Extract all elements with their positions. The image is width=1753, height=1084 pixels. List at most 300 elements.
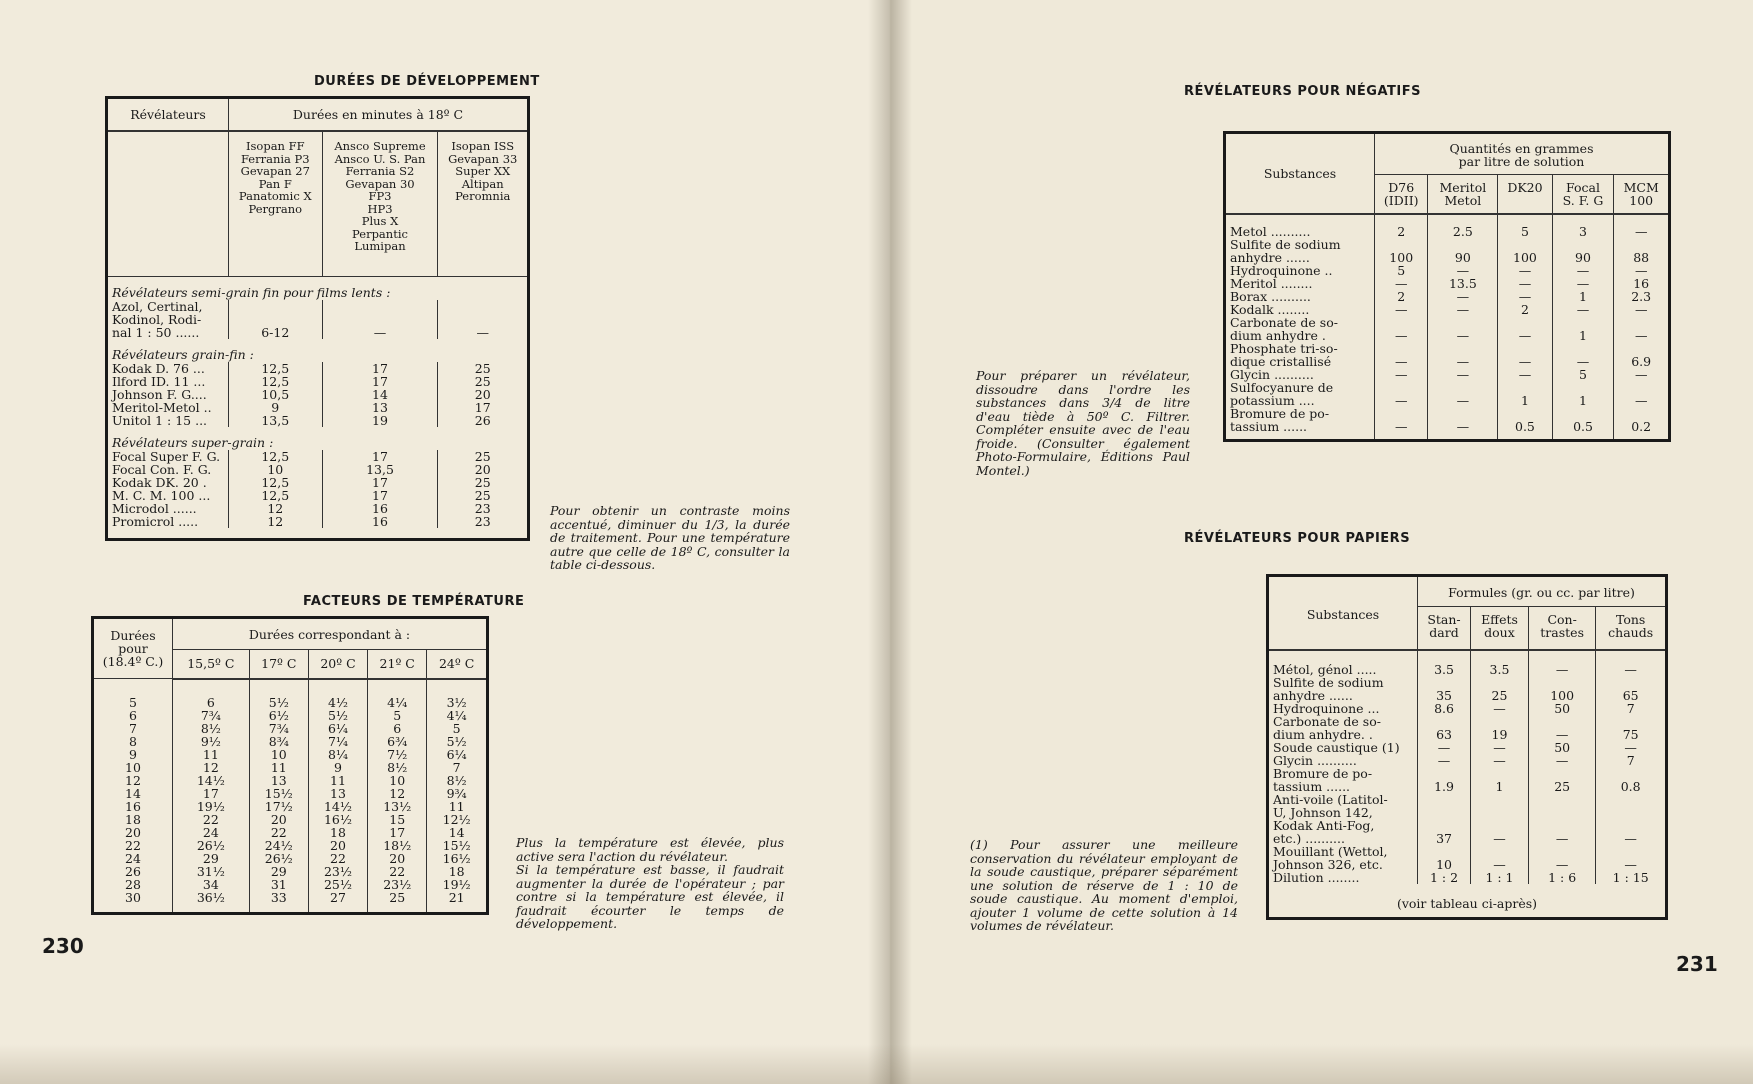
table-row — [93, 839, 488, 852]
temp-row-value: 9 — [308, 761, 367, 774]
temp-row-value: 8¾ — [249, 735, 308, 748]
table-row — [1225, 238, 1670, 264]
table-row — [1268, 793, 1667, 845]
neg-row-value: — — [1634, 224, 1648, 239]
temp-row-value: 7¾ — [173, 709, 250, 722]
temp-row-value: 20 — [368, 852, 427, 865]
temp-row-value: 13 — [308, 787, 367, 800]
temp-row-value: 12 — [368, 787, 427, 800]
pap-row-value: 1 : 2 — [1418, 871, 1471, 884]
temp-row-value: 29 — [249, 865, 308, 878]
neg-row-value: — — [1498, 316, 1552, 342]
dev-row-value: 17 — [322, 450, 438, 463]
dev-title: DURÉES DE DÉVELOPPEMENT — [314, 74, 540, 89]
dev-row-value: 25 — [474, 449, 491, 464]
neg-row-value: 90 — [1428, 238, 1498, 264]
pap-row-value: — — [1418, 741, 1471, 754]
dev-row-name: Promicrol ..... — [107, 515, 229, 528]
temp-row-value: 9½ — [173, 735, 250, 748]
temp-row-value: 19½ — [173, 800, 250, 813]
table-row — [107, 300, 529, 339]
pap-row-value: 1 : 6 — [1528, 871, 1595, 884]
pap-row-value: 63 — [1418, 715, 1471, 741]
table-row — [93, 891, 488, 904]
neg-row-value: — — [1552, 303, 1614, 316]
temp-row-duration: 30 — [93, 891, 173, 904]
neg-row-value: — — [1552, 277, 1614, 290]
pap-row-value: — — [1471, 741, 1529, 754]
neg-row-value: — — [1498, 342, 1552, 368]
dev-section-label: Révélateurs super-grain : — [112, 435, 274, 450]
dev-row-value: 10 — [229, 463, 323, 476]
dev-row-name: Kodak D. 76 ... — [107, 362, 229, 375]
neg-row-value: — — [1498, 264, 1552, 277]
temp-row-value: 13½ — [368, 800, 427, 813]
temp-row-value: 8½ — [173, 722, 250, 735]
neg-row-value: 1 — [1552, 381, 1614, 407]
neg-row-value: 2 — [1375, 225, 1428, 238]
neg-table — [1223, 131, 1671, 442]
neg-row-name: Sulfocyanure de potassium .... — [1225, 381, 1375, 407]
dev-row-value: 9 — [229, 401, 323, 414]
page-shadow — [0, 1044, 1753, 1084]
temp-row-value: 21 — [448, 889, 465, 905]
pap-row-name: Soude caustique (1) — [1268, 741, 1418, 754]
neg-row-value: — — [1375, 381, 1428, 407]
pap-row-value: — — [1528, 715, 1595, 741]
dev-row-name: Johnson F. G.... — [107, 388, 229, 401]
temp-row-value: 18 — [448, 863, 465, 879]
table-row — [93, 852, 488, 865]
dev-row-name: Kodak DK. 20 . — [107, 476, 229, 489]
dev-row-value: 13,5 — [322, 463, 438, 476]
neg-row-name: Meritol ........ — [1225, 277, 1375, 290]
temp-row-value: 25 — [368, 891, 427, 904]
pap-row-value: — — [1624, 857, 1637, 872]
temp-row-value: 7¼ — [308, 735, 367, 748]
dev-row-value: — — [476, 325, 489, 340]
pap-row-value: 3.5 — [1418, 663, 1471, 676]
temp-row-value: 10 — [368, 774, 427, 787]
neg-row-value: — — [1428, 316, 1498, 342]
temp-row-value: 16½ — [442, 850, 471, 866]
pap-group-header: Formules (gr. ou cc. par litre) — [1418, 576, 1667, 607]
temp-row-value: 36½ — [173, 891, 250, 904]
neg-row-name: Bromure de po- tassium ...... — [1225, 407, 1375, 433]
pap-note: (1) Pour assurer une meilleure conservation du révélateur employant de la soude caustique, préparer séparément une solution de réserve de 1 : 10 de soude caustique. Au moment d'emploi, ajouter 1 volume de cette solution à 14 volumes de révélateur. — [970, 837, 1238, 933]
dev-row-name: Ilford ID. 11 ... — [107, 375, 229, 388]
temp-row-value: 27 — [308, 891, 367, 904]
neg-row-value: — — [1375, 277, 1428, 290]
temp-table — [91, 616, 489, 915]
temp-row-value: 5 — [452, 720, 461, 736]
neg-row-value: — — [1375, 407, 1428, 433]
pap-row-value: 0.8 — [1620, 779, 1641, 794]
pap-row-value: 1 — [1471, 767, 1529, 793]
neg-formula-header: D76 (IDII) — [1375, 175, 1428, 215]
dev-row-value: — — [322, 300, 438, 339]
temp-row-value: 14 — [448, 824, 465, 840]
table-row — [93, 774, 488, 787]
dev-row-value: 12 — [229, 515, 323, 528]
table-spacer — [93, 679, 488, 696]
dev-row-value: 12 — [229, 502, 323, 515]
neg-row-value: — — [1375, 342, 1428, 368]
neg-row-name: Glycin .......... — [1225, 368, 1375, 381]
book-gutter — [868, 0, 912, 1084]
pap-col1-header: Substances — [1268, 576, 1418, 651]
table-row — [93, 696, 488, 709]
pap-row-value: 10 — [1418, 845, 1471, 871]
dev-col2-header: Durées en minutes à 18º C — [229, 98, 529, 132]
temp-row-value: 24½ — [249, 839, 308, 852]
pap-row-value: 35 — [1418, 676, 1471, 702]
temp-row-value: 22 — [173, 813, 250, 826]
dev-row-value: 12,5 — [229, 375, 323, 388]
table-spacer — [93, 904, 488, 914]
dev-section-row — [107, 427, 529, 450]
neg-row-value: — — [1634, 263, 1648, 278]
table-row — [93, 748, 488, 761]
neg-row-value: 88 — [1633, 250, 1650, 265]
table-row — [93, 761, 488, 774]
dev-row-value: 17 — [322, 476, 438, 489]
temp-row-value: 33 — [249, 891, 308, 904]
neg-row-name: Phosphate tri-so- dique cristallisé — [1225, 342, 1375, 368]
temp-row-value: 15 — [368, 813, 427, 826]
temp-col-header: 21º C — [368, 649, 427, 678]
pap-table-footer: (voir tableau ci-après) — [1396, 896, 1538, 911]
temp-group-header: Durées correspondant à : — [173, 618, 488, 650]
temp-row-value: 4¼ — [446, 707, 467, 723]
dev-row-name: Meritol-Metol .. — [107, 401, 229, 414]
dev-row-value: 26 — [474, 413, 491, 428]
dev-row-value: 25 — [474, 488, 491, 503]
neg-row-value: — — [1375, 303, 1428, 316]
temp-row-duration: 8 — [93, 735, 173, 748]
temp-row-value: 11 — [308, 774, 367, 787]
temp-row-value: 19½ — [442, 876, 471, 892]
temp-row-value: 25½ — [308, 878, 367, 891]
temp-row-value: 5½ — [308, 709, 367, 722]
temp-row-duration: 18 — [93, 813, 173, 826]
dev-row-value: 16 — [322, 502, 438, 515]
neg-row-name: Sulfite de sodium anhydre ...... — [1225, 238, 1375, 264]
temp-row-value: 15½ — [442, 837, 471, 853]
temp-row-value: 7½ — [368, 748, 427, 761]
neg-row-value: — — [1428, 368, 1498, 381]
neg-row-value: 100 — [1498, 238, 1552, 264]
temp-row-value: 17 — [173, 787, 250, 800]
table-row — [93, 878, 488, 891]
temp-row-value: 17 — [368, 826, 427, 839]
dev-row-value: 25 — [474, 361, 491, 376]
temp-row-value: 26½ — [173, 839, 250, 852]
dev-section-label: Révélateurs semi-grain fin pour films lents : — [112, 285, 391, 300]
neg-group-header: Quantités en grammes par litre de solution — [1375, 133, 1670, 175]
table-row — [1268, 845, 1667, 871]
temp-row-value: 22 — [249, 826, 308, 839]
pap-row-value: — — [1528, 845, 1595, 871]
neg-title: RÉVÉLATEURS POUR NÉGATIFS — [1184, 84, 1421, 99]
table-row — [1268, 767, 1667, 793]
neg-row-value: 5 — [1552, 368, 1614, 381]
temp-row-value: 11 — [173, 748, 250, 761]
dev-row-value: 19 — [322, 414, 438, 427]
neg-row-value: — — [1428, 290, 1498, 303]
neg-row-value: — — [1634, 367, 1648, 382]
neg-row-value: — — [1552, 342, 1614, 368]
dev-row-name: Azol, Certinal, Kodinol, Rodi- nal 1 : 50 ...... — [107, 300, 229, 339]
neg-row-value: 100 — [1375, 238, 1428, 264]
dev-row-value: 20 — [474, 462, 491, 477]
pap-row-name: Métol, génol ..... — [1268, 663, 1418, 676]
temp-row-value: 20 — [249, 813, 308, 826]
dev-film-group: Isopan ISS Gevapan 33 Super XX Altipan Peromnia — [438, 131, 529, 277]
temp-row-duration: 28 — [93, 878, 173, 891]
temp-row-duration: 24 — [93, 852, 173, 865]
dev-row-value: 12,5 — [229, 489, 323, 502]
temp-row-duration: 20 — [93, 826, 173, 839]
page-number-left: 230 — [42, 934, 84, 958]
dev-section-label: Révélateurs grain-fin : — [112, 347, 254, 362]
temp-row-value: 22 — [368, 865, 427, 878]
table-row — [1268, 871, 1667, 884]
temp-row-value: 7¾ — [249, 722, 308, 735]
temp-row-duration: 16 — [93, 800, 173, 813]
temp-row-duration: 12 — [93, 774, 173, 787]
neg-row-name: Carbonate de so- dium anhydre . — [1225, 316, 1375, 342]
neg-row-value: — — [1428, 303, 1498, 316]
table-row — [1268, 676, 1667, 702]
neg-row-value: 2 — [1498, 303, 1552, 316]
pap-row-value: — — [1471, 845, 1529, 871]
temp-row-value: 4½ — [308, 696, 367, 709]
temp-row-duration: 22 — [93, 839, 173, 852]
temp-row-value: 12 — [173, 761, 250, 774]
dev-row-value: 25 — [474, 475, 491, 490]
temp-row-value: 22 — [308, 852, 367, 865]
temp-row-duration: 5 — [93, 696, 173, 709]
temp-row-value: 8½ — [368, 761, 427, 774]
pap-row-value: 25 — [1471, 676, 1529, 702]
neg-row-value: 0.2 — [1631, 419, 1652, 434]
neg-row-value: 90 — [1552, 238, 1614, 264]
pap-row-name: Mouillant (Wettol, Johnson 326, etc. — [1268, 845, 1418, 871]
pap-row-value: 65 — [1622, 688, 1639, 703]
pap-table — [1266, 574, 1668, 920]
neg-row-value: — — [1498, 277, 1552, 290]
temp-row-value: 17½ — [249, 800, 308, 813]
temp-row-value: 14½ — [308, 800, 367, 813]
dev-row-value: 17 — [474, 400, 491, 415]
pap-formula-header: Con- trastes — [1528, 607, 1595, 651]
temp-row-value: 10 — [249, 748, 308, 761]
neg-row-value: 1 — [1552, 290, 1614, 303]
dev-row-value: 13,5 — [229, 414, 323, 427]
temp-row-value: 6¼ — [446, 746, 467, 762]
table-row — [1225, 407, 1670, 433]
dev-film-group: Ansco Supreme Ansco U. S. Pan Ferrania S2 Gevapan 30 FP3 HP3 Plus X Perpantic Lumipan — [322, 131, 438, 277]
table-row — [107, 414, 529, 427]
temp-row-value: 13 — [249, 774, 308, 787]
table-row — [1225, 342, 1670, 368]
temp-row-value: 20 — [308, 839, 367, 852]
pap-row-value: — — [1528, 663, 1595, 676]
dev-row-name: Unitol 1 : 15 ... — [107, 414, 229, 427]
temp-row-value: 5½ — [249, 696, 308, 709]
dev-row-value: 23 — [474, 514, 491, 529]
temp-row-value: 12½ — [442, 811, 471, 827]
pap-row-value: 7 — [1626, 701, 1635, 716]
neg-row-value: 16 — [1633, 276, 1650, 291]
pap-row-value: 50 — [1528, 702, 1595, 715]
pap-row-value: — — [1624, 662, 1637, 677]
pap-row-value: 1 : 15 — [1612, 870, 1649, 885]
pap-row-value: 19 — [1471, 715, 1529, 741]
temp-col-header: 17º C — [249, 649, 308, 678]
neg-row-value: 2.3 — [1631, 289, 1652, 304]
dev-row-value: 12,5 — [229, 450, 323, 463]
dev-row-value: 10,5 — [229, 388, 323, 401]
temp-row-value: 6¼ — [308, 722, 367, 735]
temp-row-value: 3½ — [446, 694, 467, 710]
table-row — [93, 865, 488, 878]
dev-row-name: Focal Con. F. G. — [107, 463, 229, 476]
temp-row-value: 14½ — [173, 774, 250, 787]
pap-formula-header: Effets doux — [1471, 607, 1529, 651]
dev-row-name: Focal Super F. G. — [107, 450, 229, 463]
temp-row-value: 31½ — [173, 865, 250, 878]
temp-row-value: 9¾ — [446, 785, 467, 801]
table-row — [1225, 381, 1670, 407]
dev-row-value: 16 — [322, 515, 438, 528]
temp-row-value: 34 — [173, 878, 250, 891]
table-row — [93, 709, 488, 722]
table-row — [1225, 316, 1670, 342]
temp-note: Plus la température est élevée, plus active sera l'action du révélateur. Si la température est basse, il faudrait augmenter la durée de l'opérateur ; par contre si la température est élevée, il faudrait écourter le temps de développement. — [516, 835, 784, 931]
pap-row-value: — — [1528, 754, 1595, 767]
neg-row-name: Borax .......... — [1225, 290, 1375, 303]
table-spacer — [107, 528, 529, 540]
temp-row-duration: 10 — [93, 761, 173, 774]
neg-row-name: Metol .......... — [1225, 225, 1375, 238]
pap-row-value: 1.9 — [1418, 767, 1471, 793]
neg-row-value: — — [1634, 393, 1648, 408]
neg-row-name: Kodalk ........ — [1225, 303, 1375, 316]
pap-row-name: Carbonate de so- dium anhydre. . — [1268, 715, 1418, 741]
dev-section-row — [107, 339, 529, 362]
pap-row-value: 3.5 — [1471, 663, 1529, 676]
contrast-note: Pour obtenir un contraste moins accentué, diminuer du 1/3, la durée de traitement. Pour une température autre que celle de 18º C, consulter la table ci-dessous. — [550, 503, 790, 572]
pap-row-value: — — [1624, 740, 1637, 755]
pap-row-name: Anti-voile (Latitol- U, Johnson 142, Kodak Anti-Fog, etc.) .......... — [1268, 793, 1418, 845]
neg-row-value: 13.5 — [1428, 277, 1498, 290]
dev-film-group: Isopan FF Ferrania P3 Gevapan 27 Pan F Panatomic X Pergrano — [229, 131, 323, 277]
dev-row-value: 25 — [474, 374, 491, 389]
dev-row-value: 23 — [474, 501, 491, 516]
pap-row-name: Bromure de po- tassium ...... — [1268, 767, 1418, 793]
pap-row-value: 25 — [1528, 767, 1595, 793]
neg-row-value: — — [1498, 368, 1552, 381]
table-row — [93, 722, 488, 735]
temp-row-value: 8¼ — [308, 748, 367, 761]
pap-row-name: Sulfite de sodium anhydre ...... — [1268, 676, 1418, 702]
pap-row-name: Dilution ........ — [1268, 871, 1418, 884]
pap-formula-header: Stan- dard — [1418, 607, 1471, 651]
temp-row-value: 29 — [173, 852, 250, 865]
dev-row-value: 17 — [322, 362, 438, 375]
dev-col1-header: Révélateurs — [107, 98, 229, 132]
temp-title: FACTEURS DE TEMPÉRATURE — [303, 594, 525, 609]
pap-row-value: — — [1418, 754, 1471, 767]
temp-row-value: 11 — [249, 761, 308, 774]
dev-row-value: 13 — [322, 401, 438, 414]
neg-note: Pour préparer un révélateur, dissoudre dans l'ordre les substances dans 3/4 de litre d'eau tiède à 50º C. Filtrer. Compléter ensuite avec de l'eau froide. (Consulter également Photo-Formulaire, Éditions Paul Montel.) — [976, 368, 1190, 478]
temp-row-value: 6¾ — [368, 735, 427, 748]
pap-row-value: 37 — [1418, 793, 1471, 845]
temp-row-value: 6½ — [249, 709, 308, 722]
pap-row-value: 7 — [1626, 753, 1635, 768]
temp-row-value: 5½ — [446, 733, 467, 749]
dev-row-value: 12,5 — [229, 362, 323, 375]
neg-row-value: — — [1498, 290, 1552, 303]
dev-row-value: 17 — [322, 375, 438, 388]
pap-row-value: 75 — [1622, 727, 1639, 742]
pap-row-value: — — [1471, 793, 1529, 845]
temp-row-value: 24 — [173, 826, 250, 839]
temp-row-value: 4¼ — [368, 696, 427, 709]
dev-row-value: 20 — [474, 387, 491, 402]
pap-row-value: 8.6 — [1418, 702, 1471, 715]
neg-formula-header: MCM 100 — [1614, 175, 1670, 215]
pap-title: RÉVÉLATEURS POUR PAPIERS — [1184, 531, 1411, 546]
temp-row-value: 8½ — [446, 772, 467, 788]
dev-row-name: M. C. M. 100 ... — [107, 489, 229, 502]
temp-row-value: 16½ — [308, 813, 367, 826]
temp-row-value: 7 — [452, 759, 461, 775]
dev-row-name: Microdol ...... — [107, 502, 229, 515]
dev-row-value: 12,5 — [229, 476, 323, 489]
temp-row-value: 18½ — [368, 839, 427, 852]
neg-row-value: 3 — [1552, 225, 1614, 238]
neg-row-value: — — [1634, 328, 1648, 343]
neg-row-value: — — [1428, 264, 1498, 277]
neg-row-value: 5 — [1375, 264, 1428, 277]
neg-formula-header: DK20 — [1498, 175, 1552, 215]
temp-row-duration: 6 — [93, 709, 173, 722]
temp-row-duration: 26 — [93, 865, 173, 878]
neg-row-value: 1 — [1498, 381, 1552, 407]
temp-col-header: 20º C — [308, 649, 367, 678]
temp-row-value: 26½ — [249, 852, 308, 865]
table-footer-row — [1268, 884, 1667, 919]
pap-row-value: 1 : 1 — [1471, 871, 1529, 884]
neg-row-value: 0.5 — [1498, 407, 1552, 433]
dev-film-row — [107, 131, 529, 277]
temp-row-value: 6 — [368, 722, 427, 735]
page-number-right: 231 — [1676, 952, 1718, 976]
pap-row-value: 50 — [1528, 741, 1595, 754]
temp-col-header: 15,5º C — [173, 649, 250, 678]
temp-row-value: 23½ — [368, 878, 427, 891]
dev-row-value: 17 — [322, 489, 438, 502]
neg-formula-header: Focal S. F. G — [1552, 175, 1614, 215]
dev-section-row — [107, 277, 529, 301]
temp-row-value: 15½ — [249, 787, 308, 800]
table-row — [93, 787, 488, 800]
neg-col1-header: Substances — [1225, 133, 1375, 215]
